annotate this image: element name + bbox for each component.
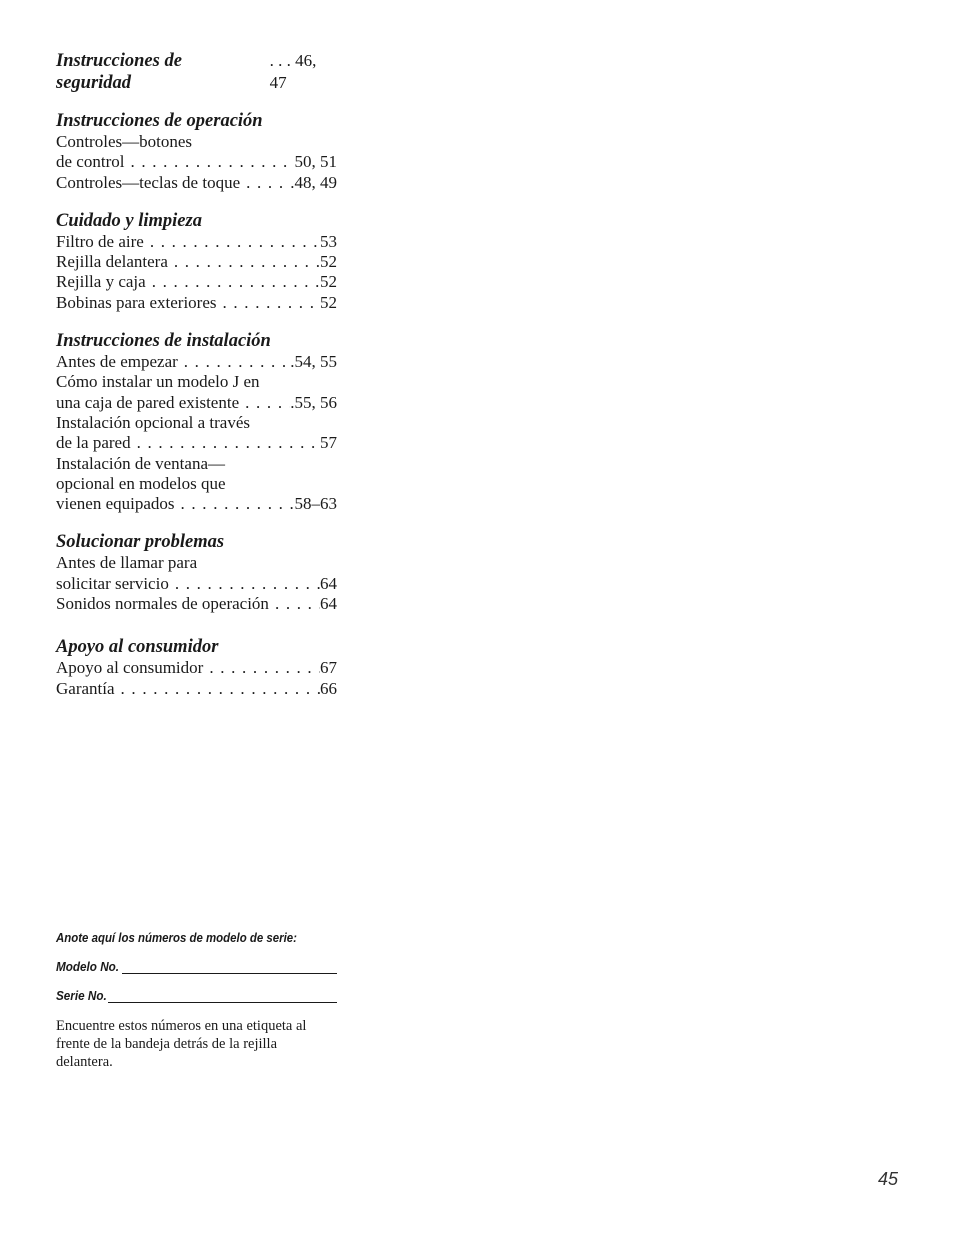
page-ref: 64 [320,594,337,614]
dot-leader [168,252,316,272]
entry-text: de control [56,152,125,172]
section-seguridad [56,50,337,94]
section-heading-cuidado: Cuidado y limpieza [56,210,202,231]
toc-line: Controles—botones [56,132,192,151]
toc-entry [56,272,337,292]
dot-leader [203,658,320,678]
toc-line: Instalación de ventana— [56,453,225,473]
toc-line: Instalación opcional a través [56,412,251,432]
toc-line: Cómo instalar un modelo J en [56,372,260,392]
model-number-field [56,959,337,974]
serial-number-blank-line [108,990,337,1003]
page-ref: 64 [320,573,337,593]
page-ref: .52 [315,252,337,272]
section-problemas [56,531,337,614]
entry-text: Bobinas para exteriores [56,292,217,312]
page-ref: 53 [320,231,337,251]
page-ref: 58–63 [294,494,337,514]
toc-entry [56,433,337,453]
toc-line: Antes de llamar para [56,553,198,573]
dot-leader [175,494,295,514]
toc-line: opcional en modelos que [56,473,226,493]
page-ref: .54, 55 [290,352,337,372]
dot-leader [131,433,320,453]
section-heading-operacion: Instrucciones de operación [56,111,263,131]
entry-text: Controles—teclas de toque [56,172,241,192]
entry-text: Filtro de aire [56,231,144,251]
toc-entry [56,679,337,699]
entry-text: solicitar servicio [56,573,169,593]
table-of-contents [56,50,337,716]
page-ref: 67 [320,658,337,678]
section-apoyo [56,636,337,699]
serial-location-note: Encuentre estos números en una etiqueta al frente de la bandeja detrás de la rejilla delantera. [56,1018,307,1070]
entry-text: Sonidos normales de operación [56,594,269,614]
page-ref: 52 [320,272,337,292]
dot-leader [217,293,321,313]
entry-text: Antes de empezar [56,352,178,372]
entry-text: Apoyo al consumidor [56,658,204,678]
page-ref: 52 [320,292,337,312]
page-ref: .55, 56 [290,392,337,412]
serial-number-field [56,988,337,1003]
toc-entry [56,658,337,678]
entry-text: de la pared [56,433,131,453]
page-number: 45 [877,1169,898,1189]
dot-leader [146,272,320,292]
toc-entry [56,594,337,614]
toc-entry [56,293,337,313]
entry-text: una caja de pared existente [56,392,240,412]
dot-leader [144,232,320,252]
entry-text: Garantía [56,678,115,698]
serial-form-title: Anote aquí los números de modelo de serie: [56,930,297,945]
heading-text: Instrucciones de seguridad [56,51,182,93]
model-number-label: Modelo No. [56,959,120,974]
section-instalacion [56,330,337,514]
toc-entry [56,393,337,413]
section-heading-instalacion: Instrucciones de instalación [56,331,271,352]
serial-number-label: Serie No. [56,988,107,1003]
dot-leader [124,152,294,172]
dot-leader [240,173,290,193]
entry-text: vienen equipados [56,494,175,514]
section-cuidado [56,210,337,313]
section-heading-seguridad [56,50,337,94]
toc-entry [56,574,337,594]
toc-entry [56,352,337,372]
dot-leader [239,393,290,413]
toc-entry [56,152,337,172]
page-ref: .48, 49 [290,172,337,192]
dot-leader [269,594,320,614]
page-ref: 57 [320,433,337,453]
page-ref: . . . 46, 47 [269,51,317,92]
dot-leader [178,352,290,372]
section-operacion [56,110,337,193]
section-heading-apoyo: Apoyo al consumidor [56,637,219,658]
entry-text: Rejilla y caja [56,272,146,292]
toc-entry [56,494,337,514]
section-heading-problemas: Solucionar problemas [56,532,225,553]
toc-entry [56,232,337,252]
serial-number-form [56,930,337,1071]
dot-leader [169,574,320,594]
page-ref: 66 [320,678,337,698]
entry-text: Rejilla delantera [56,252,168,272]
model-number-blank-line [122,961,337,974]
dot-leader [115,679,320,699]
toc-entry [56,173,337,193]
page-ref: 50, 51 [294,152,337,172]
toc-entry [56,252,337,272]
